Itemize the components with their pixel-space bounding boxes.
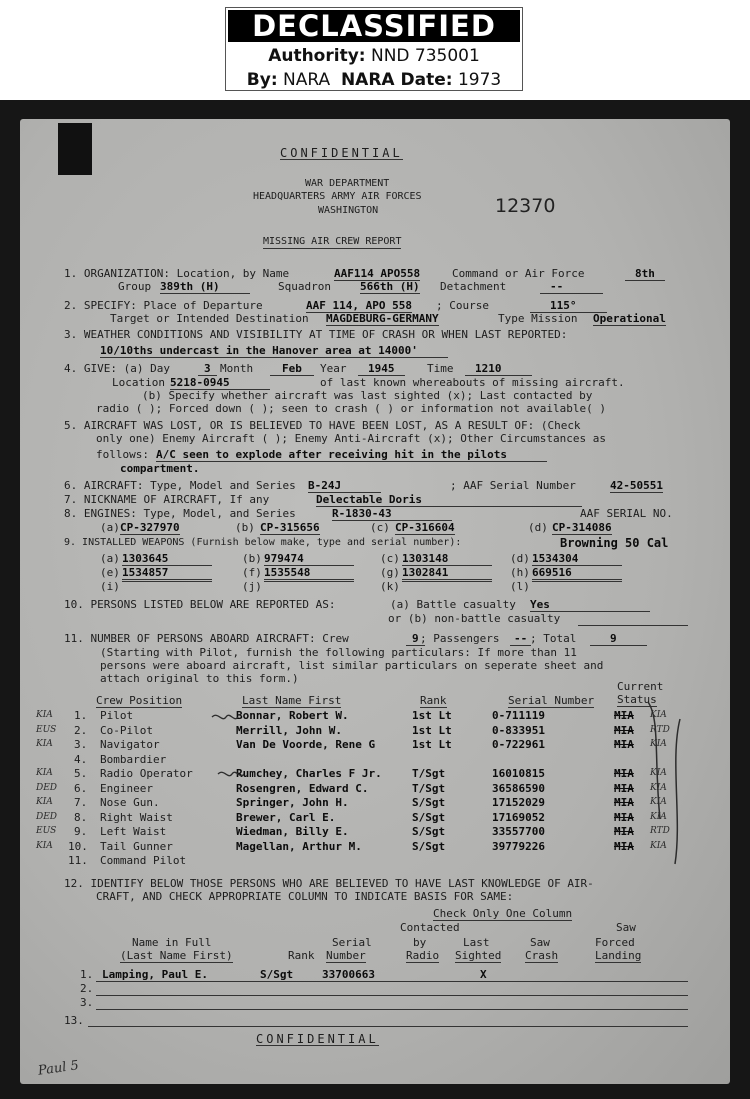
- witness-header-saw-1: Saw: [530, 936, 550, 949]
- item-2-label: 2. SPECIFY: Place of Departure: [64, 299, 263, 312]
- engine-c-serial: CP-316604: [395, 521, 455, 534]
- crew-status: MIA: [614, 839, 634, 853]
- crew-status-note: KIA: [650, 811, 667, 822]
- item-8-serial-label: AAF SERIAL NO.: [580, 507, 673, 520]
- item-3-label: 3. WEATHER CONDITIONS AND VISIBILITY AT TIME OF CRASH OR WHEN LAST REPORTED:: [64, 328, 568, 341]
- weapon-serial: 1303148: [402, 553, 492, 566]
- item-12-line-2: CRAFT, AND CHECK APPROPRIATE COLUMN TO INDICATE BASIS FOR SAME:: [96, 890, 514, 903]
- weapon-label: (d): [510, 552, 530, 565]
- crew-number: 11.: [68, 854, 88, 867]
- footer-margin-note: Paul 5: [37, 1058, 80, 1079]
- witness-header-forced-3: Landing: [595, 949, 642, 962]
- crew-header-status-1: Current: [617, 680, 664, 693]
- witness-header-name-2: (Last Name First): [120, 949, 233, 962]
- crew-name: Wiedman, Billy E.: [236, 825, 349, 838]
- crew-status: MIA: [614, 723, 634, 737]
- item-11-label: 11. NUMBER OF PERSONS ABOARD AIRCRAFT: Crew: [64, 632, 349, 645]
- crew-serial: 0-722961: [492, 738, 545, 751]
- item-2-course-label: ; Course: [436, 299, 489, 312]
- item-11-passengers-label: ; Passengers: [420, 632, 500, 645]
- crew-serial: 36586590: [492, 781, 545, 795]
- crew-rank: 1st Lt: [412, 709, 452, 722]
- crew-rank: S/Sgt: [412, 839, 446, 853]
- crew-name: Merrill, John W.: [236, 723, 342, 737]
- item-2-target-label: Target or Intended Destination: [110, 312, 309, 325]
- hand-annotation-layer: [20, 119, 730, 1084]
- declassification-stamp: [225, 7, 523, 91]
- item-10-a-value: Yes: [530, 599, 650, 612]
- crew-status: MIA: [614, 738, 634, 751]
- crew-position: Navigator: [100, 738, 160, 751]
- item-3-value: 10/10ths undercast in the Hanover area at 14000': [100, 345, 448, 358]
- crew-name: Rumchey, Charles F Jr.: [236, 767, 382, 780]
- crew-header-status-2: Status: [617, 693, 657, 706]
- dept-line-2: HEADQUARTERS ARMY AIR FORCES: [253, 191, 422, 202]
- report-number: 12370: [495, 195, 556, 217]
- hand-scribble-1: [212, 715, 238, 718]
- crew-margin-note: EUS: [36, 724, 57, 735]
- crew-margin-note: KIA: [36, 840, 53, 851]
- engine-a-serial: CP-327970: [120, 521, 180, 534]
- crew-name: Brewer, Carl E.: [236, 810, 336, 824]
- crew-number: 3.: [74, 738, 88, 751]
- witness-number: 1.: [80, 968, 94, 981]
- crew-header-position: Crew Position: [96, 694, 183, 707]
- weapon-label: (i): [100, 580, 120, 593]
- crew-position: Engineer: [100, 781, 153, 795]
- item-5-cause: A/C seen to explode after receiving hit in the pilots: [156, 449, 547, 462]
- item-4-year: 1945: [358, 363, 405, 376]
- item-1-detachment-label: Detachment: [440, 280, 507, 293]
- crew-rank: T/Sgt: [412, 767, 446, 780]
- dept-line-1: WAR DEPARTMENT: [305, 178, 390, 189]
- witness-header-last-2: Sighted: [455, 949, 502, 962]
- crew-margin-note: EUS: [36, 826, 57, 836]
- crew-name: Bonnar, Robert W.: [236, 709, 349, 722]
- witness-header-contacted-2: by: [413, 936, 427, 949]
- item-4-time: 1210: [465, 363, 532, 376]
- item-9-make: Browning 50 Cal: [560, 536, 669, 550]
- weapon-serial: 979474: [264, 553, 354, 566]
- item-11-note-2: persons were aboard aircraft, list similar particulars on seperate sheet and: [100, 659, 604, 672]
- witness-header-forced-1: Saw: [616, 921, 636, 934]
- crew-position: Command Pilot: [100, 854, 187, 867]
- crew-status-note: KIA: [650, 797, 667, 807]
- crew-position: Bombardier: [100, 752, 167, 766]
- crew-serial: 39779226: [492, 839, 545, 853]
- crew-rank: 1st Lt: [412, 738, 452, 751]
- item-6-type: B-24J: [308, 480, 381, 493]
- weapon-label: (l): [510, 580, 530, 593]
- document-paper: [20, 119, 730, 1084]
- item-1-command: 8th: [625, 268, 665, 281]
- item-2-departure: AAF 114, APO 558: [306, 299, 412, 312]
- item-5-line-2: only one) Enemy Aircraft ( ); Enemy Anti-Aircraft (x); Other Circumstances as: [96, 432, 606, 445]
- crew-position: Left Waist: [100, 825, 167, 838]
- engine-c-label: (c): [370, 521, 390, 534]
- item-6-serial-label: ; AAF Serial Number: [450, 479, 576, 492]
- item-4-label: 4. GIVE: (a) Day: [64, 362, 170, 375]
- witness-mark: X: [480, 968, 487, 981]
- item-8-label: 8. ENGINES: Type, Model, and Series: [64, 507, 296, 520]
- weapon-serial: 1534857: [122, 567, 212, 580]
- item-4-location: 5218-0945: [170, 377, 270, 390]
- item-1-detachment: --: [540, 281, 603, 294]
- witness-rank: S/Sgt: [260, 968, 294, 981]
- item-13-label: 13.: [64, 1014, 84, 1027]
- crew-name: Van De Voorde, Rene G: [236, 738, 376, 751]
- crew-serial: 0-833951: [492, 723, 545, 737]
- crew-status: MIA: [614, 767, 634, 780]
- item-11-note-1: (Starting with Pilot, furnish the following particulars: If more than 11: [100, 646, 577, 659]
- crew-number: 4.: [74, 752, 88, 766]
- crew-margin-note: KIA: [36, 768, 53, 778]
- engine-d-label: (d): [528, 521, 548, 534]
- dept-line-3: WASHINGTON: [318, 205, 379, 216]
- item-10-b-label: or (b) non-battle casualty: [388, 612, 561, 625]
- crew-status-note: KIA: [650, 782, 667, 793]
- hand-scribble-2: [218, 772, 244, 775]
- crew-serial: 0-711119: [492, 709, 545, 722]
- item-2-mission-label: Type Mission: [498, 312, 578, 325]
- crew-status-note: RTD: [650, 724, 670, 735]
- stamp-authority: Authority: NND 735001: [268, 46, 480, 66]
- crew-rank: T/Sgt: [412, 781, 446, 795]
- item-5-line-1: 5. AIRCRAFT WAS LOST, OR IS BELIEVED TO HAVE BEEN LOST, AS A RESULT OF: (Check: [64, 419, 581, 432]
- item-1-label: 1. ORGANIZATION: Location, by Name: [64, 267, 290, 280]
- item-1-group-label: Group: [118, 280, 152, 293]
- crew-serial: 33557700: [492, 825, 545, 838]
- item-2-target: MAGDEBURG-GERMANY: [326, 312, 439, 325]
- witness-header-rank: Rank: [288, 949, 315, 962]
- item-10-a-label: (a) Battle casualty: [390, 598, 516, 611]
- crew-status-note: KIA: [650, 768, 667, 778]
- item-5-follows-label: follows:: [96, 448, 149, 461]
- crew-margin-note: KIA: [36, 797, 53, 807]
- crew-rank: S/Sgt: [412, 796, 446, 809]
- crew-serial: 17152029: [492, 796, 545, 809]
- item-6-serial: 42-50551: [610, 479, 663, 492]
- weapon-label: (j): [242, 580, 262, 593]
- crew-status: MIA: [614, 781, 634, 795]
- crew-number: 1.: [74, 709, 88, 722]
- crew-number: 8.: [74, 810, 88, 824]
- witness-header-name-1: Name in Full: [132, 936, 212, 949]
- weapon-label: (b): [242, 552, 262, 565]
- crew-number: 10.: [68, 839, 88, 853]
- item-1-squadron-label: Squadron: [278, 280, 331, 293]
- crew-position: Co-Pilot: [100, 723, 153, 737]
- weapon-serial: 1534304: [532, 553, 622, 566]
- crew-position: Radio Operator: [100, 767, 193, 780]
- witness-number: 2.: [80, 982, 94, 995]
- witness-check-only: Check Only One Column: [433, 907, 573, 920]
- witness-number: 3.: [80, 996, 94, 1009]
- weapon-serial: 669516: [532, 567, 622, 580]
- crew-header-serial: Serial Number: [508, 694, 595, 707]
- item-4-month-label: Month: [220, 362, 254, 375]
- witness-header-forced-2: Forced: [595, 936, 635, 949]
- witness-header-contacted-3: Radio: [406, 949, 440, 962]
- crew-status: MIA: [614, 796, 634, 809]
- engine-a-label: (a): [100, 521, 120, 534]
- item-11-total: 9: [590, 633, 647, 646]
- crew-name: Springer, John H.: [236, 796, 349, 809]
- weapon-serial: 1303645: [122, 553, 212, 566]
- item-11-passengers: --: [510, 633, 531, 646]
- item-4-location-tail: of last known whereabouts of missing aircraft.: [320, 376, 625, 389]
- item-11-crew: 9: [406, 633, 425, 646]
- item-1-location: AAF114 APO558: [334, 267, 421, 280]
- crew-margin-note: DED: [36, 782, 58, 793]
- crew-header-rank: Rank: [420, 694, 447, 707]
- weapon-label: (h): [510, 566, 530, 579]
- engine-b-serial: CP-315656: [260, 521, 320, 534]
- item-4-time-label: Time: [427, 362, 454, 375]
- crew-position: Nose Gun.: [100, 796, 160, 809]
- item-7-label: 7. NICKNAME OF AIRCRAFT, If any: [64, 493, 270, 506]
- item-4-year-label: Year: [320, 362, 347, 375]
- item-7-nickname: Delectable Doris: [316, 494, 582, 507]
- item-6-label: 6. AIRCRAFT: Type, Model and Series: [64, 479, 296, 492]
- item-2-mission: Operational: [593, 312, 666, 325]
- crew-rank: 1st Lt: [412, 723, 452, 737]
- item-5-cause-cont: compartment.: [120, 462, 200, 475]
- weapon-serial: 1535548: [264, 567, 354, 580]
- item-1-squadron: 566th (H): [360, 280, 420, 293]
- classification-header: CONFIDENTIAL: [280, 146, 403, 160]
- crew-number: 6.: [74, 781, 88, 795]
- crew-status-note: KIA: [650, 710, 667, 720]
- crew-serial: 16010815: [492, 767, 545, 780]
- item-10-label: 10. PERSONS LISTED BELOW ARE REPORTED AS:: [64, 598, 336, 611]
- handwritten-marks: [648, 702, 680, 864]
- weapon-serial: 1302841: [402, 567, 492, 580]
- crew-name: Magellan, Arthur M.: [236, 839, 362, 853]
- crew-rank: S/Sgt: [412, 825, 446, 838]
- witness-header-contacted-1: Contacted: [400, 921, 460, 934]
- crew-number: 9.: [74, 825, 88, 838]
- item-4-day: 3: [198, 363, 217, 376]
- weapon-label: (a): [100, 552, 120, 565]
- item-1-group: 389th (H): [160, 281, 250, 294]
- crew-status-note: KIA: [650, 739, 667, 749]
- item-11-note-3: attach original to this form.): [100, 672, 299, 685]
- item-12-line-1: 12. IDENTIFY BELOW THOSE PERSONS WHO ARE BELIEVED TO HAVE LAST KNOWLEDGE OF AIR-: [64, 877, 594, 890]
- witness-header-serial-2: Number: [326, 949, 366, 962]
- item-4-b-line-1: (b) Specify whether aircraft was last sighted (x); Last contacted by: [142, 389, 593, 402]
- classification-footer: CONFIDENTIAL: [256, 1032, 379, 1046]
- report-title: MISSING AIR CREW REPORT: [263, 236, 402, 247]
- engine-d-serial: CP-314086: [552, 521, 612, 534]
- weapon-label: (c): [380, 552, 400, 565]
- item-1-command-label: Command or Air Force: [452, 267, 585, 280]
- crew-status: MIA: [614, 810, 634, 824]
- weapon-label: (k): [380, 580, 400, 593]
- crew-number: 5.: [74, 767, 88, 780]
- item-9-label: 9. INSTALLED WEAPONS (Furnish below make, type and serial number):: [64, 537, 462, 548]
- witness-name: Lamping, Paul E.: [102, 968, 208, 981]
- crew-status-note: RTD: [650, 826, 670, 836]
- item-4-location-label: Location: [112, 376, 165, 389]
- item-8-engine: R-1830-43: [332, 508, 452, 521]
- engine-b-label: (b): [235, 521, 255, 534]
- item-4-b-line-2: radio ( ); Forced down ( ); seen to crash ( ) or information not available( ): [96, 402, 606, 415]
- witness-header-serial-1: Serial: [332, 936, 372, 949]
- crew-name: Rosengren, Edward C.: [236, 781, 369, 795]
- crew-position: Right Waist: [100, 810, 173, 824]
- item-2-course: 115°: [530, 300, 607, 313]
- crew-number: 2.: [74, 723, 88, 737]
- crew-rank: S/Sgt: [412, 810, 446, 824]
- witness-header-last-1: Last: [463, 936, 490, 949]
- crew-position: Pilot: [100, 709, 134, 722]
- crew-margin-note: KIA: [36, 739, 53, 749]
- witness-header-saw-2: Crash: [525, 949, 559, 962]
- crew-position: Tail Gunner: [100, 839, 173, 853]
- scanned-document: [0, 100, 750, 1099]
- crew-number: 7.: [74, 796, 88, 809]
- weapon-label: (f): [242, 566, 262, 579]
- crew-serial: 17169052: [492, 810, 545, 824]
- crew-margin-note: DED: [36, 811, 58, 822]
- item-4-month: Feb: [270, 363, 314, 376]
- crew-header-name: Last Name First: [242, 694, 342, 707]
- weapon-label: (e): [100, 566, 120, 579]
- crew-margin-note: KIA: [36, 710, 53, 720]
- crew-status-note: KIA: [650, 840, 667, 851]
- crew-status: MIA: [614, 709, 634, 722]
- witness-serial: 33700663: [322, 968, 375, 981]
- crew-status: MIA: [614, 825, 634, 838]
- stamp-title: DECLASSIFIED: [228, 10, 520, 42]
- stamp-by: By: NARA NARA Date: 1973: [246, 70, 502, 90]
- item-11-total-label: ; Total: [530, 632, 577, 645]
- weapon-label: (g): [380, 566, 400, 579]
